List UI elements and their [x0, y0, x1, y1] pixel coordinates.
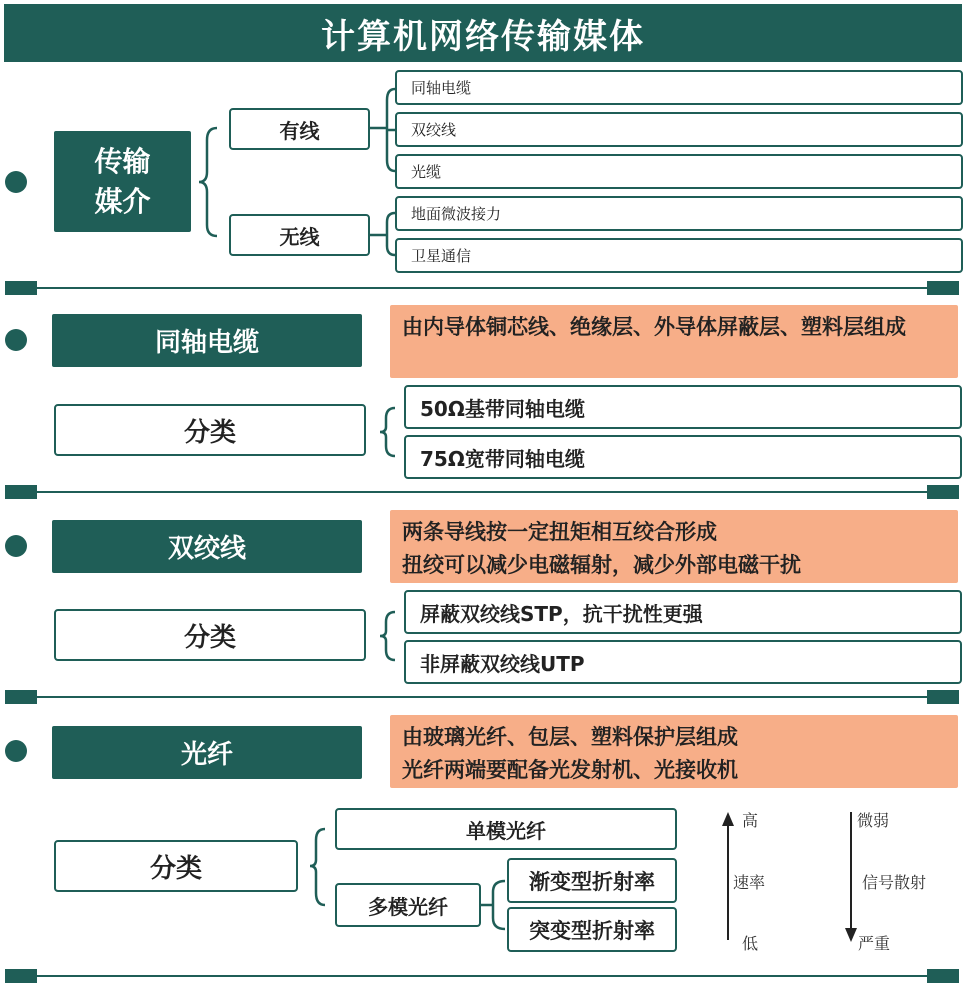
- fiber-multi-mode: 多模光纤: [335, 883, 481, 927]
- coax-type-75: 75Ω宽带同轴电缆: [404, 435, 962, 479]
- wired-item-coax: 同轴电缆: [395, 70, 963, 105]
- coax-class-box: 分类: [54, 404, 366, 456]
- twisted-type-utp: 非屏蔽双绞线UTP: [404, 640, 962, 684]
- divider-right-cap: [927, 969, 959, 983]
- wireless-item-satellite: 卫星通信: [395, 238, 963, 273]
- fiber-single-mode: 单模光纤: [335, 808, 677, 850]
- scatter-axis-bottom: 严重: [858, 934, 891, 953]
- coax-type-50: 50Ω基带同轴电缆: [404, 385, 962, 429]
- fiber-class-box: 分类: [54, 840, 298, 892]
- twisted-desc-line2: 扭绞可以减少电磁辐射，减少外部电磁干扰: [402, 553, 801, 577]
- twisted-type-stp: 屏蔽双绞线STP，抗干扰性更强: [404, 590, 962, 634]
- wireless-item-microwave: 地面微波接力: [395, 196, 963, 231]
- section-divider: [37, 975, 927, 977]
- twisted-class-box: 分类: [54, 609, 366, 661]
- page-title: 计算机网络传输媒体: [4, 4, 962, 62]
- fiber-desc-line2: 光纤两端要配备光发射机、光接收机: [402, 758, 738, 782]
- rate-axis-top: 高: [742, 811, 759, 830]
- fiber-heading: 光纤: [52, 726, 362, 779]
- fiber-desc-line1: 由玻璃光纤、包层、塑料保护层组成: [402, 725, 738, 749]
- scatter-axis-middle: 信号散射: [862, 873, 927, 892]
- rate-axis-bottom: 低: [742, 934, 759, 953]
- medium-label-line1: 传输: [94, 144, 151, 178]
- divider-left-cap: [5, 969, 37, 983]
- twisted-heading: 双绞线: [52, 520, 362, 573]
- wired-item-twisted: 双绞线: [395, 112, 963, 147]
- rate-axis-middle: 速率: [733, 873, 766, 892]
- coax-heading: 同轴电缆: [52, 314, 362, 367]
- wired-label: 有线: [279, 118, 320, 143]
- twisted-desc-line1: 两条导线按一定扭矩相互绞合形成: [402, 520, 717, 544]
- fiber-step-index: 突变型折射率: [507, 907, 677, 952]
- coax-description: 由内导体铜芯线、绝缘层、外导体屏蔽层、塑料层组成: [390, 305, 958, 378]
- wireless-label: 无线: [279, 224, 320, 249]
- fiber-graded-index: 渐变型折射率: [507, 858, 677, 903]
- scatter-axis-top: 微弱: [857, 811, 890, 830]
- medium-label-line2: 媒介: [94, 184, 151, 218]
- wired-item-fiber: 光缆: [395, 154, 963, 189]
